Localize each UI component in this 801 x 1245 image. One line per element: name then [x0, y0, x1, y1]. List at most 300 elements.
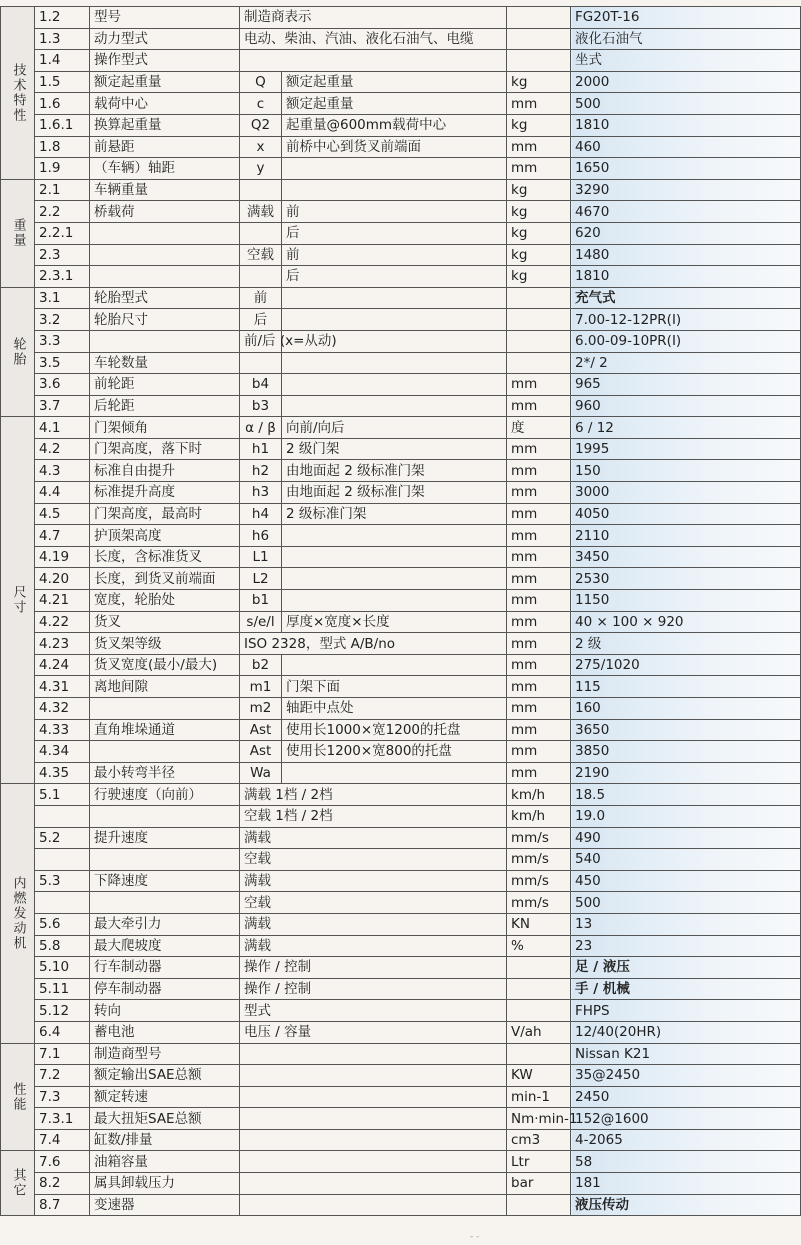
item-value: 23	[571, 935, 801, 957]
item-name: 油箱容量	[90, 1151, 240, 1173]
item-number: 2.3.1	[35, 266, 90, 288]
item-name: 货叉宽度(最小/最大)	[90, 654, 240, 676]
item-name	[90, 222, 240, 244]
item-number: 1.4	[35, 50, 90, 72]
item-description	[282, 568, 507, 590]
item-name: 最大扭矩SAE总额	[90, 1108, 240, 1130]
item-description: 后	[282, 222, 507, 244]
item-unit: mm	[507, 438, 571, 460]
item-description	[282, 158, 507, 180]
spec-row	[1, 352, 801, 374]
item-name: 额定输出SAE总额	[90, 1065, 240, 1087]
item-name: 最小转弯半径	[90, 762, 240, 784]
item-symbol: s/e/l	[240, 611, 282, 633]
item-symbol: h1	[240, 438, 282, 460]
spec-row	[1, 28, 801, 50]
item-number: 4.34	[35, 741, 90, 763]
item-name	[90, 849, 240, 871]
item-unit: mm	[507, 460, 571, 482]
spec-row	[1, 309, 801, 331]
item-symbol	[240, 266, 282, 288]
item-symbol: Q	[240, 71, 282, 93]
item-value: 18.5	[571, 784, 801, 806]
item-name: 换算起重量	[90, 114, 240, 136]
item-description	[282, 525, 507, 547]
spec-row	[1, 827, 801, 849]
item-value: 2110	[571, 525, 801, 547]
item-number: 3.5	[35, 352, 90, 374]
item-name: 最大爬坡度	[90, 935, 240, 957]
item-description: 向前/向后	[282, 417, 507, 439]
item-name: 前悬距	[90, 136, 240, 158]
item-symbol: c	[240, 93, 282, 115]
item-unit: mm	[507, 158, 571, 180]
item-symbol: Wa	[240, 762, 282, 784]
item-value: 1810	[571, 114, 801, 136]
item-number: 1.6	[35, 93, 90, 115]
spec-row	[1, 222, 801, 244]
spec-row	[1, 114, 801, 136]
item-value: 4050	[571, 503, 801, 525]
item-number: 2.3	[35, 244, 90, 266]
item-value: 1150	[571, 590, 801, 612]
item-unit: mm	[507, 719, 571, 741]
item-name: 车辆重量	[90, 179, 240, 201]
item-value: 足 / 液压	[571, 957, 801, 979]
item-value: 7.00-12-12PR(I)	[571, 309, 801, 331]
item-name: 载荷中心	[90, 93, 240, 115]
spec-row	[1, 179, 801, 201]
item-description: 起重量@600mm载荷中心	[282, 114, 507, 136]
item-unit	[507, 957, 571, 979]
item-number: 4.7	[35, 525, 90, 547]
item-condition	[240, 1043, 507, 1065]
item-number: 3.7	[35, 395, 90, 417]
item-value: 160	[571, 698, 801, 720]
item-condition: 满载	[240, 935, 507, 957]
item-symbol: y	[240, 158, 282, 180]
item-name: 轮胎型式	[90, 287, 240, 309]
item-value: 150	[571, 460, 801, 482]
item-symbol: 前/后 (x=从动)	[240, 330, 282, 352]
item-number: 7.2	[35, 1065, 90, 1087]
item-unit: cm3	[507, 1129, 571, 1151]
spec-row	[1, 1000, 801, 1022]
spec-row	[1, 698, 801, 720]
item-unit: mm	[507, 611, 571, 633]
item-unit: bar	[507, 1173, 571, 1195]
spec-row	[1, 870, 801, 892]
item-value: 460	[571, 136, 801, 158]
item-unit	[507, 1043, 571, 1065]
item-number: 1.8	[35, 136, 90, 158]
item-number: 1.9	[35, 158, 90, 180]
spec-row	[1, 7, 801, 29]
item-unit	[507, 287, 571, 309]
item-value: 40 × 100 × 920	[571, 611, 801, 633]
item-number: 3.2	[35, 309, 90, 331]
item-unit: KW	[507, 1065, 571, 1087]
item-name: 变速器	[90, 1194, 240, 1216]
item-condition	[240, 1108, 507, 1130]
item-number: 5.8	[35, 935, 90, 957]
item-unit: mm/s	[507, 892, 571, 914]
item-condition: 满载	[240, 913, 507, 935]
item-unit: mm	[507, 654, 571, 676]
item-value: 3000	[571, 482, 801, 504]
item-number: 4.21	[35, 590, 90, 612]
item-value: 2000	[571, 71, 801, 93]
item-value: 500	[571, 892, 801, 914]
item-unit: 度	[507, 417, 571, 439]
item-value: 500	[571, 93, 801, 115]
item-number: 6.4	[35, 1021, 90, 1043]
item-value: 13	[571, 913, 801, 935]
item-name: 门架倾角	[90, 417, 240, 439]
item-name: 离地间隙	[90, 676, 240, 698]
item-symbol: h2	[240, 460, 282, 482]
item-value: 540	[571, 849, 801, 871]
spec-row	[1, 503, 801, 525]
item-value: 3650	[571, 719, 801, 741]
item-number: 3.1	[35, 287, 90, 309]
item-name: 最大牵引力	[90, 913, 240, 935]
item-symbol: Ast	[240, 719, 282, 741]
item-unit: mm	[507, 762, 571, 784]
item-description	[282, 395, 507, 417]
item-value: 6 / 12	[571, 417, 801, 439]
item-value: 58	[571, 1151, 801, 1173]
item-symbol	[240, 222, 282, 244]
spec-row	[1, 654, 801, 676]
item-condition	[240, 1086, 507, 1108]
section-label: 其它	[1, 1151, 35, 1216]
item-unit	[507, 352, 571, 374]
spec-row	[1, 913, 801, 935]
item-unit: mm	[507, 676, 571, 698]
item-description: 后	[282, 266, 507, 288]
item-value: 1810	[571, 266, 801, 288]
item-description: 2 级标准门架	[282, 503, 507, 525]
item-number: 5.3	[35, 870, 90, 892]
item-symbol: 满载	[240, 201, 282, 223]
item-number: 4.20	[35, 568, 90, 590]
spec-row	[1, 676, 801, 698]
item-value: FG20T-16	[571, 7, 801, 29]
item-name	[90, 741, 240, 763]
spec-row	[1, 374, 801, 396]
item-unit	[507, 7, 571, 29]
item-value: 152@1600	[571, 1108, 801, 1130]
page-mark: - -	[470, 1232, 480, 1242]
item-condition: 操作 / 控制	[240, 957, 507, 979]
item-condition	[240, 1151, 507, 1173]
item-value: 450	[571, 870, 801, 892]
item-symbol: L1	[240, 546, 282, 568]
item-number: 1.6.1	[35, 114, 90, 136]
item-description	[282, 309, 507, 331]
item-number: 5.11	[35, 978, 90, 1000]
item-name: 前轮距	[90, 374, 240, 396]
item-name	[90, 698, 240, 720]
spec-row	[1, 136, 801, 158]
item-number: 4.32	[35, 698, 90, 720]
spec-row	[1, 244, 801, 266]
item-unit: km/h	[507, 784, 571, 806]
item-unit: mm	[507, 698, 571, 720]
item-name: 提升速度	[90, 827, 240, 849]
item-value: 1995	[571, 438, 801, 460]
item-name: 额定转速	[90, 1086, 240, 1108]
item-number	[35, 892, 90, 914]
spec-table-body	[1, 7, 801, 1216]
item-value: 965	[571, 374, 801, 396]
item-name: 蓄电池	[90, 1021, 240, 1043]
item-number: 3.3	[35, 330, 90, 352]
item-unit: V/ah	[507, 1021, 571, 1043]
item-description: 前桥中心到货叉前端面	[282, 136, 507, 158]
item-name: 转向	[90, 1000, 240, 1022]
item-unit: %	[507, 935, 571, 957]
spec-row	[1, 93, 801, 115]
spec-row	[1, 395, 801, 417]
item-number: 7.1	[35, 1043, 90, 1065]
item-symbol: L2	[240, 568, 282, 590]
item-number: 7.4	[35, 1129, 90, 1151]
item-unit: mm	[507, 633, 571, 655]
item-value: 3290	[571, 179, 801, 201]
item-symbol: α / β	[240, 417, 282, 439]
spec-row	[1, 633, 801, 655]
item-name: 制造商型号	[90, 1043, 240, 1065]
spec-row	[1, 71, 801, 93]
item-unit: mm	[507, 93, 571, 115]
item-description: 使用长1200×宽800的托盘	[282, 741, 507, 763]
section-label: 重量	[1, 179, 35, 287]
spec-row	[1, 1043, 801, 1065]
spec-row	[1, 784, 801, 806]
item-description: 门架下面	[282, 676, 507, 698]
item-number: 7.6	[35, 1151, 90, 1173]
item-symbol: 前	[240, 287, 282, 309]
item-unit: kg	[507, 266, 571, 288]
item-value: 2*/ 2	[571, 352, 801, 374]
item-description: 2 级门架	[282, 438, 507, 460]
spec-row	[1, 978, 801, 1000]
item-number: 5.10	[35, 957, 90, 979]
item-symbol: Ast	[240, 741, 282, 763]
item-number: 8.7	[35, 1194, 90, 1216]
item-symbol	[240, 352, 282, 374]
item-description: 额定起重量	[282, 93, 507, 115]
item-number: 7.3.1	[35, 1108, 90, 1130]
item-number: 4.31	[35, 676, 90, 698]
item-number: 5.2	[35, 827, 90, 849]
item-value: 2190	[571, 762, 801, 784]
item-value: 19.0	[571, 805, 801, 827]
item-value: 620	[571, 222, 801, 244]
item-unit: mm	[507, 395, 571, 417]
item-unit: Ltr	[507, 1151, 571, 1173]
item-number: 2.1	[35, 179, 90, 201]
item-condition: 电动、柴油、汽油、液化石油气、电缆	[240, 28, 507, 50]
item-condition	[240, 50, 507, 72]
item-symbol: b2	[240, 654, 282, 676]
item-unit: mm	[507, 546, 571, 568]
item-name: 宽度，轮胎处	[90, 590, 240, 612]
item-number: 4.3	[35, 460, 90, 482]
section-label: 轮胎	[1, 287, 35, 417]
item-unit: mm/s	[507, 827, 571, 849]
item-number: 4.22	[35, 611, 90, 633]
item-value: 液压传动	[571, 1194, 801, 1216]
item-number: 2.2	[35, 201, 90, 223]
item-name: 车轮数量	[90, 352, 240, 374]
item-symbol: h3	[240, 482, 282, 504]
spec-row	[1, 1021, 801, 1043]
item-number: 5.12	[35, 1000, 90, 1022]
item-condition: 空载	[240, 892, 507, 914]
item-value: 2530	[571, 568, 801, 590]
section-label: 内燃发动机	[1, 784, 35, 1043]
item-unit: mm/s	[507, 849, 571, 871]
item-unit: min-1	[507, 1086, 571, 1108]
item-name: （车辆）轴距	[90, 158, 240, 180]
item-value: 1650	[571, 158, 801, 180]
item-unit: kg	[507, 179, 571, 201]
item-condition	[240, 1173, 507, 1195]
item-description: 厚度×宽度×长度	[282, 611, 507, 633]
item-name: 下降速度	[90, 870, 240, 892]
item-condition: 制造商表示	[240, 7, 507, 29]
item-number: 5.6	[35, 913, 90, 935]
item-name: 行驶速度（向前）	[90, 784, 240, 806]
item-name: 额定起重量	[90, 71, 240, 93]
spec-row	[1, 805, 801, 827]
spec-row	[1, 201, 801, 223]
item-unit: mm	[507, 590, 571, 612]
item-value: Nissan K21	[571, 1043, 801, 1065]
item-condition: 型式	[240, 1000, 507, 1022]
item-description: 前	[282, 244, 507, 266]
item-unit: mm	[507, 525, 571, 547]
item-value: 12/40(20HR)	[571, 1021, 801, 1043]
item-value: 手 / 机械	[571, 978, 801, 1000]
item-value: FHPS	[571, 1000, 801, 1022]
spec-row	[1, 957, 801, 979]
spec-row	[1, 482, 801, 504]
item-number: 5.1	[35, 784, 90, 806]
spec-row	[1, 1086, 801, 1108]
item-condition	[240, 1065, 507, 1087]
item-condition: 满载 1档 / 2档	[240, 784, 507, 806]
item-number: 4.19	[35, 546, 90, 568]
item-unit	[507, 978, 571, 1000]
item-symbol	[240, 179, 282, 201]
item-description	[282, 179, 507, 201]
spec-row	[1, 590, 801, 612]
item-number: 4.24	[35, 654, 90, 676]
item-number: 4.35	[35, 762, 90, 784]
item-unit	[507, 330, 571, 352]
section-label: 尺寸	[1, 417, 35, 784]
item-name: 护顶架高度	[90, 525, 240, 547]
item-number: 3.6	[35, 374, 90, 396]
spec-row	[1, 330, 801, 352]
item-name: 直角堆垛通道	[90, 719, 240, 741]
spec-row	[1, 849, 801, 871]
spec-row	[1, 50, 801, 72]
item-condition: 满载	[240, 827, 507, 849]
spec-row	[1, 611, 801, 633]
item-description: 额定起重量	[282, 71, 507, 93]
item-unit	[507, 309, 571, 331]
item-name: 轮胎尺寸	[90, 309, 240, 331]
item-description	[282, 762, 507, 784]
spec-row	[1, 719, 801, 741]
item-value: 4670	[571, 201, 801, 223]
item-symbol: m2	[240, 698, 282, 720]
item-symbol: b1	[240, 590, 282, 612]
item-value: 3450	[571, 546, 801, 568]
item-number: 4.2	[35, 438, 90, 460]
item-symbol: m1	[240, 676, 282, 698]
item-unit: mm	[507, 374, 571, 396]
item-description: 轴距中点处	[282, 698, 507, 720]
spec-row	[1, 266, 801, 288]
item-description: 前	[282, 201, 507, 223]
item-number: 2.2.1	[35, 222, 90, 244]
item-name: 货叉	[90, 611, 240, 633]
item-value: 1480	[571, 244, 801, 266]
item-symbol: b3	[240, 395, 282, 417]
spec-row	[1, 1151, 801, 1173]
item-condition: ISO 2328，型式 A/B/no	[240, 633, 507, 655]
item-description	[282, 352, 507, 374]
spec-row	[1, 158, 801, 180]
item-condition	[240, 1129, 507, 1151]
item-name: 标准提升高度	[90, 482, 240, 504]
item-condition: 空载 1档 / 2档	[240, 805, 507, 827]
item-name: 门架高度，落下时	[90, 438, 240, 460]
item-unit: kg	[507, 244, 571, 266]
item-value: 35@2450	[571, 1065, 801, 1087]
item-name	[90, 805, 240, 827]
spec-row	[1, 287, 801, 309]
item-unit	[507, 50, 571, 72]
item-unit: mm	[507, 503, 571, 525]
item-name: 缸数/排量	[90, 1129, 240, 1151]
item-unit: kg	[507, 114, 571, 136]
spec-row	[1, 1108, 801, 1130]
item-name: 操作型式	[90, 50, 240, 72]
spec-row	[1, 525, 801, 547]
item-number: 4.4	[35, 482, 90, 504]
item-value: 275/1020	[571, 654, 801, 676]
item-number: 1.3	[35, 28, 90, 50]
item-unit	[507, 28, 571, 50]
item-name: 属具卸载压力	[90, 1173, 240, 1195]
item-name	[90, 330, 240, 352]
item-number	[35, 849, 90, 871]
spec-row	[1, 741, 801, 763]
item-unit	[507, 1000, 571, 1022]
item-value: 坐式	[571, 50, 801, 72]
item-name: 型号	[90, 7, 240, 29]
item-name: 后轮距	[90, 395, 240, 417]
item-number: 4.23	[35, 633, 90, 655]
item-symbol: Q2	[240, 114, 282, 136]
